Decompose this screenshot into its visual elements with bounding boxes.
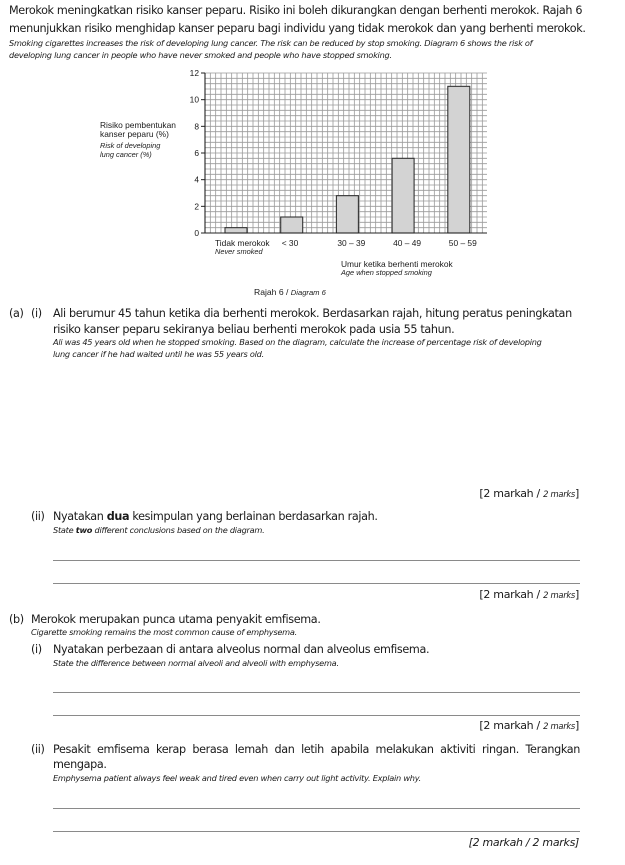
question-emphasis: dua <box>106 510 130 523</box>
answer-line[interactable] <box>53 808 580 809</box>
part-b-ii-question-line-1: Pesakit emfisema kerap berasa lemah dan letih apabila melakukan aktiviti ringan. Terangkan <box>53 743 580 756</box>
x-tick-label: < 30 <box>281 238 299 248</box>
answer-line[interactable] <box>53 583 580 584</box>
marks-close: ] <box>575 719 579 732</box>
y-tick-label: 4 <box>194 174 199 185</box>
part-a-label: (a) <box>9 307 24 320</box>
answer-line[interactable] <box>53 831 580 832</box>
part-a-i-label: (i) <box>31 307 42 320</box>
intro-line-1: Merokok meningkatkan risiko kanser peparu. Risiko ini boleh dikurangkan dengan berhenti merokok. Rajah 6 <box>9 4 583 17</box>
answer-line[interactable] <box>53 560 580 561</box>
part-b-stem: Merokok merupakan punca utama penyakit emfisema. <box>31 613 321 626</box>
caption-malay: Rajah 6 <box>254 287 284 297</box>
y-tick-label: 12 <box>189 68 199 78</box>
y-axis-label-line-1: Risiko pembentukan <box>100 120 176 130</box>
marks-small: 2 marks <box>543 590 575 600</box>
bar-4 <box>392 158 414 233</box>
english-text: State <box>53 525 76 535</box>
part-b-i-label: (i) <box>31 643 42 656</box>
intro-english-line-2: developing lung cancer in people who have never smoked and people who have stopped smoking. <box>9 50 392 60</box>
part-b-ii-label: (ii) <box>31 743 45 756</box>
part-b-ii-marks: [2 markah / 2 marks] <box>468 836 579 849</box>
question-text: Nyatakan <box>53 510 107 523</box>
part-b-i-marks <box>479 719 579 732</box>
intro-english-line-1: Smoking cigarettes increases the risk of developing lung cancer. The risk can be reduced by stop smoking. Diagram 6 shows the risk of <box>9 38 533 48</box>
part-b-i-question: Nyatakan perbezaan di antara alveolus normal dan alveolus emfisema. <box>53 643 430 656</box>
part-a-ii-question <box>53 510 378 523</box>
caption-separator: / <box>286 287 289 297</box>
part-a-i-english-line-1: Ali was 45 years old when he stopped smoking. Based on the diagram, calculate the increase of percentage risk of developing <box>53 337 542 347</box>
x-tick-label: 40 – 49 <box>393 238 422 248</box>
part-a-ii-english <box>53 525 265 535</box>
part-b-i-english: State the difference between normal alveoli and alveoli with emphysema. <box>53 658 339 668</box>
x-tick-label-en: Never smoked <box>215 247 263 256</box>
part-b-label: (b) <box>9 613 24 626</box>
intro-line-2: menunjukkan risiko menghidap kanser peparu bagi individu yang tidak merokok dan yang berhenti merokok. <box>9 22 586 35</box>
part-a-ii-marks <box>479 588 579 601</box>
part-a-ii-label: (ii) <box>31 510 45 523</box>
y-tick-label: 8 <box>194 121 199 132</box>
marks-small: 2 marks <box>543 721 575 731</box>
x-tick-label: 50 – 59 <box>448 238 477 248</box>
x-tick-label: Tidak merokok <box>215 238 270 248</box>
marks-main: [2 markah / <box>479 487 544 500</box>
x-axis-label-en: Age when stopped smoking <box>341 268 432 277</box>
y-tick-label: 6 <box>194 148 199 158</box>
x-axis-label: Umur ketika berhenti merokok <box>341 259 453 269</box>
chart-bars <box>225 86 470 233</box>
y-tick-labels <box>190 68 200 238</box>
marks-main: [2 markah / <box>479 719 544 732</box>
caption-english: Diagram 6 <box>290 288 326 297</box>
part-b-ii-question-line-2: mengapa. <box>53 758 107 771</box>
part-a-i-question-line-2: risiko kanser peparu sekiranya beliau berhenti merokok pada usia 55 tahun. <box>53 323 455 336</box>
y-axis-label-en-line-1: Risk of developing <box>100 141 161 150</box>
english-emphasis: two <box>75 525 93 535</box>
part-b-stem-english: Cigarette smoking remains the most common cause of emphysema. <box>31 627 298 637</box>
part-a-i-marks <box>479 487 579 500</box>
bar-chart <box>0 60 625 305</box>
y-tick-label: 0 <box>194 228 199 238</box>
y-axis-label-en-line-2: lung cancer (%) <box>100 150 152 159</box>
y-axis-label-line-2: kanser peparu (%) <box>100 129 169 139</box>
x-tick-labels <box>215 238 477 256</box>
marks-main: [2 markah / <box>479 588 544 601</box>
y-tick-label: 10 <box>189 94 199 105</box>
marks-close: ] <box>575 487 579 500</box>
answer-line[interactable] <box>53 692 580 693</box>
marks-close: ] <box>575 588 579 601</box>
bar-1 <box>225 228 247 233</box>
bar-3 <box>336 196 358 233</box>
x-tick-label: 30 – 39 <box>337 238 366 248</box>
part-a-i-question-line-1: Ali berumur 45 tahun ketika dia berhenti merokok. Berdasarkan rajah, hitung peratus peningkatan <box>53 307 572 320</box>
english-text: different conclusions based on the diagram. <box>92 525 265 535</box>
part-b-ii-english: Emphysema patient always feel weak and tired even when carry out light activity. Explain why. <box>53 773 422 783</box>
part-a-i-english-line-2: lung cancer if he had waited until he was 55 years old. <box>53 349 264 359</box>
bar-2 <box>281 217 303 233</box>
question-text: kesimpulan yang berlainan berdasarkan rajah. <box>129 510 378 523</box>
y-tick-label: 2 <box>194 201 199 212</box>
marks-small: 2 marks <box>543 489 575 499</box>
bar-5 <box>448 86 470 233</box>
answer-line[interactable] <box>53 715 580 716</box>
diagram-caption <box>254 287 326 297</box>
